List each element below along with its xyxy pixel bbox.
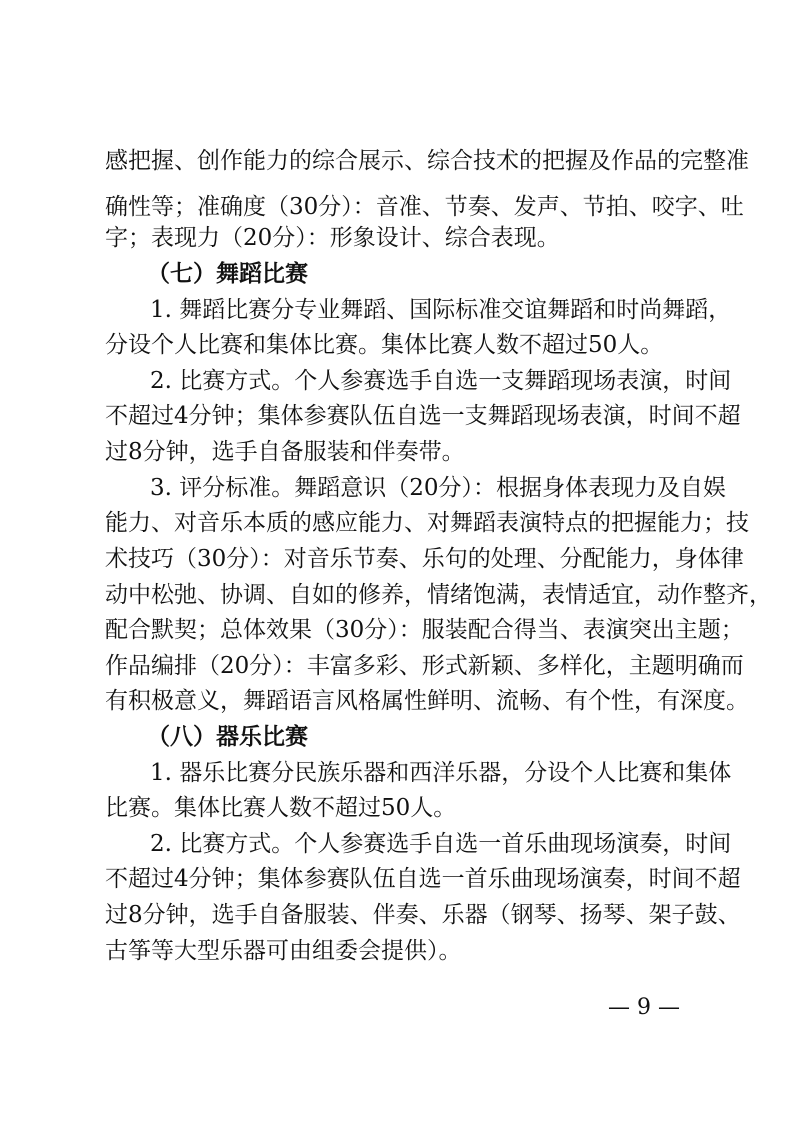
- paragraph-line: 不超过4分钟；集体参赛队伍自选一支舞蹈现场表演，时间不超: [105, 403, 741, 429]
- paragraph-line: 确性等；准确度（30分）：音准、节奏、发声、节拍、咬字、吐: [105, 194, 744, 220]
- paragraph-line: 动中松弛、协调、自如的修养，情绪饱满，表情适宜，动作整齐，: [105, 582, 772, 608]
- paragraph-line: 字；表现力（20分）：形象设计、综合表现。: [105, 225, 560, 251]
- paragraph-line: 过8分钟，选手自备服装和伴奏带。: [105, 439, 465, 465]
- paragraph-line: 分设个人比赛和集体比赛。集体比赛人数不超过50人。: [105, 332, 664, 358]
- page-number: — 9 —: [608, 995, 680, 1020]
- paragraph-line: 1. 舞蹈比赛分专业舞蹈、国际标准交谊舞蹈和时尚舞蹈，: [150, 297, 732, 323]
- paragraph-line: 过8分钟，选手自备服装、伴奏、乐器（钢琴、扬琴、架子鼓、: [105, 902, 741, 928]
- section-heading-instrumental: （八）器乐比赛: [147, 724, 308, 750]
- paragraph-line: 配合默契；总体效果（30分）：服装配合得当、表演突出主题；: [105, 617, 744, 643]
- paragraph-line: 能力、对音乐本质的感应能力、对舞蹈表演特点的把握能力；技: [105, 510, 749, 536]
- paragraph-line: 2. 比赛方式。个人参赛选手自选一首乐曲现场演奏，时间: [150, 831, 732, 857]
- paragraph-line: 感把握、创作能力的综合展示、综合技术的把握及作品的完整准: [105, 148, 749, 174]
- paragraph-line: 1. 器乐比赛分民族乐器和西洋乐器，分设个人比赛和集体: [150, 760, 732, 786]
- paragraph-line: 不超过4分钟；集体参赛队伍自选一首乐曲现场演奏，时间不超: [105, 866, 741, 892]
- paragraph-line: 比赛。集体比赛人数不超过50人。: [105, 795, 457, 821]
- paragraph-line: 2. 比赛方式。个人参赛选手自选一支舞蹈现场表演，时间: [150, 368, 732, 394]
- section-heading-dance: （七）舞蹈比赛: [147, 261, 308, 287]
- paragraph-line: 术技巧（30分）：对音乐节奏、乐句的处理、分配能力，身体律: [105, 546, 744, 572]
- paragraph-line: 古筝等大型乐器可由组委会提供）。: [105, 938, 462, 964]
- paragraph-line: 有积极意义，舞蹈语言风格属性鲜明、流畅、有个性，有深度。: [105, 688, 749, 714]
- paragraph-line: 作品编排（20分）：丰富多彩、形式新颖、多样化，主题明确而: [105, 653, 744, 679]
- paragraph-line: 3. 评分标准。舞蹈意识（20分）：根据身体表现力及自娱: [150, 475, 727, 501]
